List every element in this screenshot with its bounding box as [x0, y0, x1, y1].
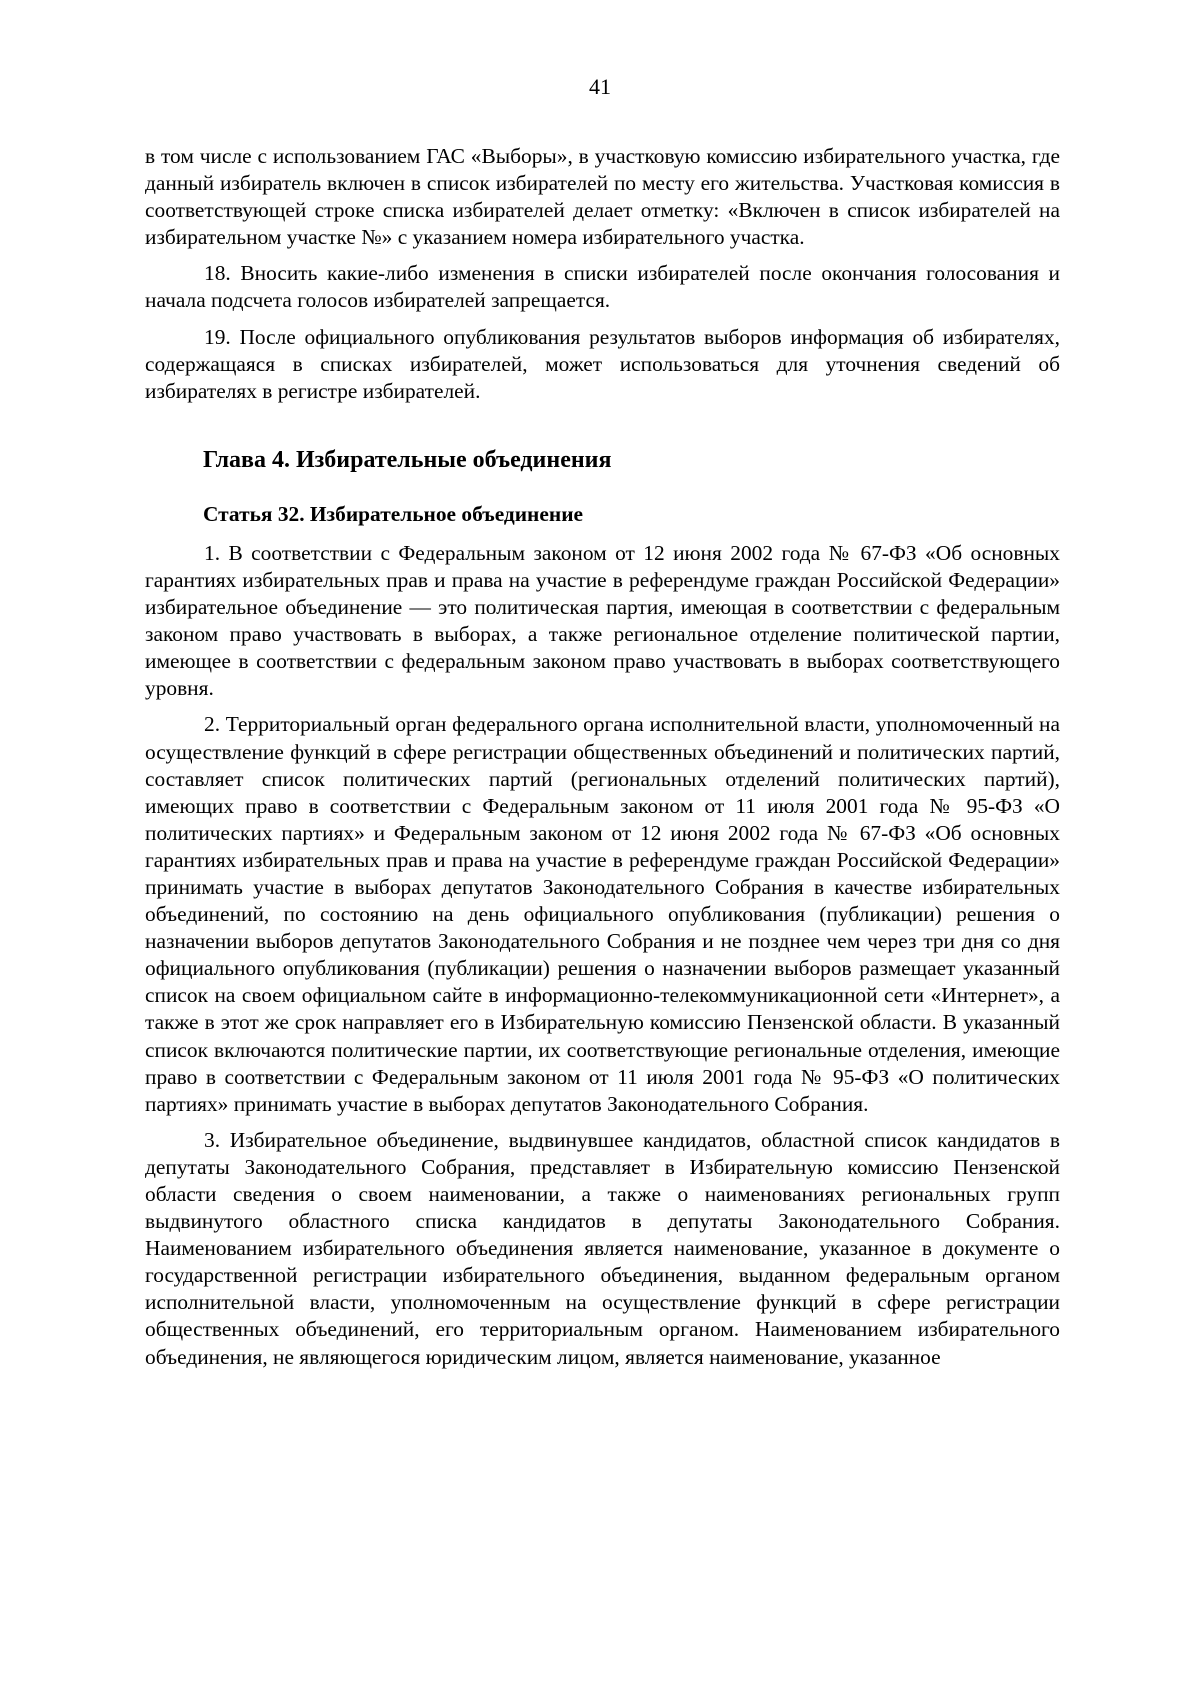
chapter-heading: Глава 4. Избирательные объединения — [203, 446, 612, 473]
paragraph-item-1: 1. В соответствии с Федеральным законом от 12 июня 2002 года № 67-ФЗ «Об основных гарантиях избирательных прав и права на участие в референдуме граждан Российской Федерации» избирательное объединение — это политическая партия, имеющая в соответствии с федеральным законом право участвовать в выборах, а также региональное отделение политической партии, имеющее в соответствии с федеральным законом право участвовать в выборах соответствующего уровня. — [145, 540, 1060, 701]
article-heading: Статья 32. Избирательное объединение — [203, 501, 584, 526]
paragraph-item-2: 2. Территориальный орган федерального органа исполнительной власти, уполномоченный на осуществление функций в сфере регистрации общественных объединений и политических партий, составляет список политических партий (региональных отделений политических партий), имеющих право в соответствии с Федеральным законом от 11 июля 2001 года № 95-ФЗ «О политических партиях» и Федеральным законом от 12 июня 2002 года № 67-ФЗ «Об основных гарантиях избирательных прав и права на участие в референдуме граждан Российской Федерации» принимать участие в выборах депутатов Законодательного Собрания в качестве избирательных объединений, по состоянию на день официального опубликования (публикации) решения о назначении выборов депутатов Законодательного Собрания и не позднее чем через три дня со дня официального опубликования (публикации) решения о назначении выборов размещает указанный список на своем официальном сайте в информационно-телекоммуникационной сети «Интернет», а также в этот же срок направляет его в Избирательную комиссию Пензенской области. В указанный список включаются политические партии, их соответствующие региональные отделения, имеющие право в соответствии с Федеральным законом от 11 июля 2001 года № 95-ФЗ «О политических партиях» принимать участие в выборах депутатов Законодательного Собрания. — [145, 712, 1060, 1116]
paragraph-item-19: 19. После официального опубликования результатов выборов информация об избирателях, содержащаяся в списках избирателей, может использоваться для уточнения сведений об избирателях в регистре избирателей. — [145, 324, 1060, 403]
paragraph-item-3: 3. Избирательное объединение, выдвинувшее кандидатов, областной список кандидатов в депутаты Законодательного Собрания, представляет в Избирательную комиссию Пензенской области сведения о своем наименовании, а также о наименованиях региональных групп выдвинутого областного списка кандидатов в депутаты Законодательного Собрания. Наименованием избирательного объединения является наименование, указанное в документе о государственной регистрации избирательного объединения, выданном федеральным органом исполнительной власти, уполномоченным на осуществление функций в сфере регистрации общественных объединений, его территориальным органом. Наименованием избирательного объединения, не являющегося юридическим лицом, является наименование, указанное — [145, 1127, 1060, 1369]
paragraph-item-18: 18. Вносить какие-либо изменения в списки избирателей после окончания голосования и начала подсчета голосов избирателей запрещается. — [145, 261, 1060, 313]
paragraph-continuation: в том числе с использованием ГАС «Выборы», в участковую комиссию избирательного участка, где данный избиратель включен в список избирателей по месту его жительства. Участковая комиссия в соответствующей строке списка избирателей делает отметку: «Включен в список избирателей на избирательном участке №» с указанием номера избирательного участка. — [145, 144, 1060, 250]
page-content — [145, 143, 1060, 1380]
page-number: 41 — [589, 74, 611, 99]
